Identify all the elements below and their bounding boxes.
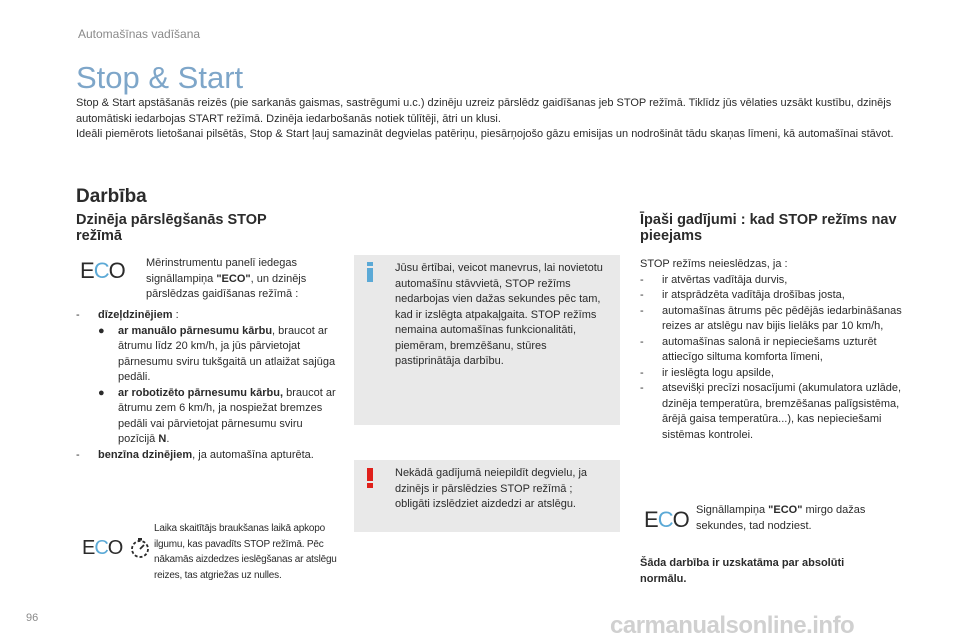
info-text: Jūsu ērtībai, veicot manevrus, lai novietotu automašīnu stāvvietā, STOP režīms nedarbojas vien dažas sekundes pēc tam, kad ir izslēgta atpakaļgaita. STOP režīms nemaina automašīnas funkcionalitāti, piemēram, bremzēšanu, stūres pastiprinātāja darbību. [395,262,603,367]
warning-text: Nekādā gadījumā neiepildīt degvielu, ja dzinējs ir pārslēdzies STOP režīmā ; obligāti izslēdziet aizdedzi ar atslēgu. [395,467,588,510]
anomaly-note: Šāda darbība ir uzskatāma par absolūti normālu. [640,557,845,585]
list-item: - automašīnas salonā ir nepieciešams uzturēt attiecīgo siltuma komforta līmeni, [640,335,877,363]
list-item: - atsevišķi precīzi nosacījumi (akumulatora uzlāde, dzinēja temperatūra, bremzēšanas palīgsistēma, ārējā gaisa temperatūra...), kas nepieciešami sistēmas kontrolei. [640,382,902,441]
section-header: Automašīnas vadīšana [78,27,201,41]
stopwatch-icon [129,537,151,559]
intro-paragraph-2: Ideāli piemērots lietošanai pilsētās, Stop & Start ļauj samazināt degvielas patēriņu, piesārņojošo gāzu emisijas un nodrošināt tādu skaņas līmeni, kā automašīnai stāvot. [76,128,894,140]
robot-gearbox-item: ● ar robotizēto pārnesumu kārbu, braucot ar ātrumu zem 6 km/h, ja nospiežat bremzes pedāli vai pārvietojat pārnesumu sviru pozīcijā N. [98,386,336,445]
diesel-item: - dīzeļdzinējiem : ● ar manuālo pārnesumu kārbu, braucot ar ātrumu līdz 20 km/h, ja jūs pārvietojat pārnesumu sviru tukšgaitā un atlaižat sajūga pedāli. ● ar robotizēto pārnesumu kārbu, braucot ar ātrumu zem 6 km/h, ja nospiežat bremzes pedāli vai pārvietojat pārnesumu sviru pozīcijā N. [76,308,342,448]
list-item: - automašīnas ātrums pēc pēdējās iedarbināšanas reizes ar atslēgu nav bijis lielāks par 10 km/h, [640,304,902,332]
petrol-item: - benzīna dzinējiem, ja automašīna apturēta. [76,448,314,461]
manual-gearbox-item: ● ar manuālo pārnesumu kārbu, braucot ar ātrumu līdz 20 km/h, ja jūs pārvietojat pārnesumu sviru tukšgaitā un atlaižat sajūga pedāli. [98,324,336,383]
eco-indicator-icon: ECO [80,258,125,283]
timer-text: Laika skaitītājs braukšanas laikā apkopo ilgumu, kas pavadīts STOP režīmā. Pēc nākamās aizdedzes ieslēgšanas ar atslēgu reizes, tas atgriežas uz nulles. [154,523,337,581]
intro [76,96,896,143]
watermark: carmanualsonline.info [610,612,855,639]
page-title: Stop & Start [76,60,244,95]
eco-light-text: Mērinstrumentu panelī iedegas signāllampiņa "ECO", un dzinējs pārslēdzas gaidīšanas režīmā : [146,257,307,300]
special-cases-list [640,257,914,443]
stop-mode-heading: Dzinēja pārslēgšanās STOP režīmā [76,212,267,244]
warning-icon [365,468,375,488]
stop-conditions [76,308,342,463]
eco-flashing-text: Signāllampiņa "ECO" mirgo dažas sekundes, tad nodziest. [696,504,866,532]
eco-flashing-icon: ECO [644,507,689,532]
info-icon [365,262,375,282]
page-number: 96 [26,612,39,624]
section-heading-darbiba: Darbība [76,186,147,207]
list-item: - ir atvērtas vadītāja durvis, [640,273,788,286]
list-item: - ir atsprādzēta vadītāja drošības josta, [640,289,845,301]
eco-timer-icon: ECO [82,537,151,560]
special-cases-intro: STOP režīms neieslēdzas, ja : [640,258,788,270]
list-item: - ir ieslēgta logu apsilde, [640,366,774,379]
intro-paragraph-1: Stop & Start apstāšanās reizēs (pie sarkanās gaismas, sastrēgumi u.c.) dzinēju uzreiz pārslēdz gaidīšanas jeb STOP režīmā. Tiklīdz jūs vēlaties uzsākt kustību, dzinējs automātiski iedarbojas START režīmā. Dzinēja iedarbošanās notiek tūlītēji, ātri un klusi. [76,97,892,125]
special-cases-heading: Īpaši gadījumi : kad STOP režīms nav pieejams [640,212,897,244]
